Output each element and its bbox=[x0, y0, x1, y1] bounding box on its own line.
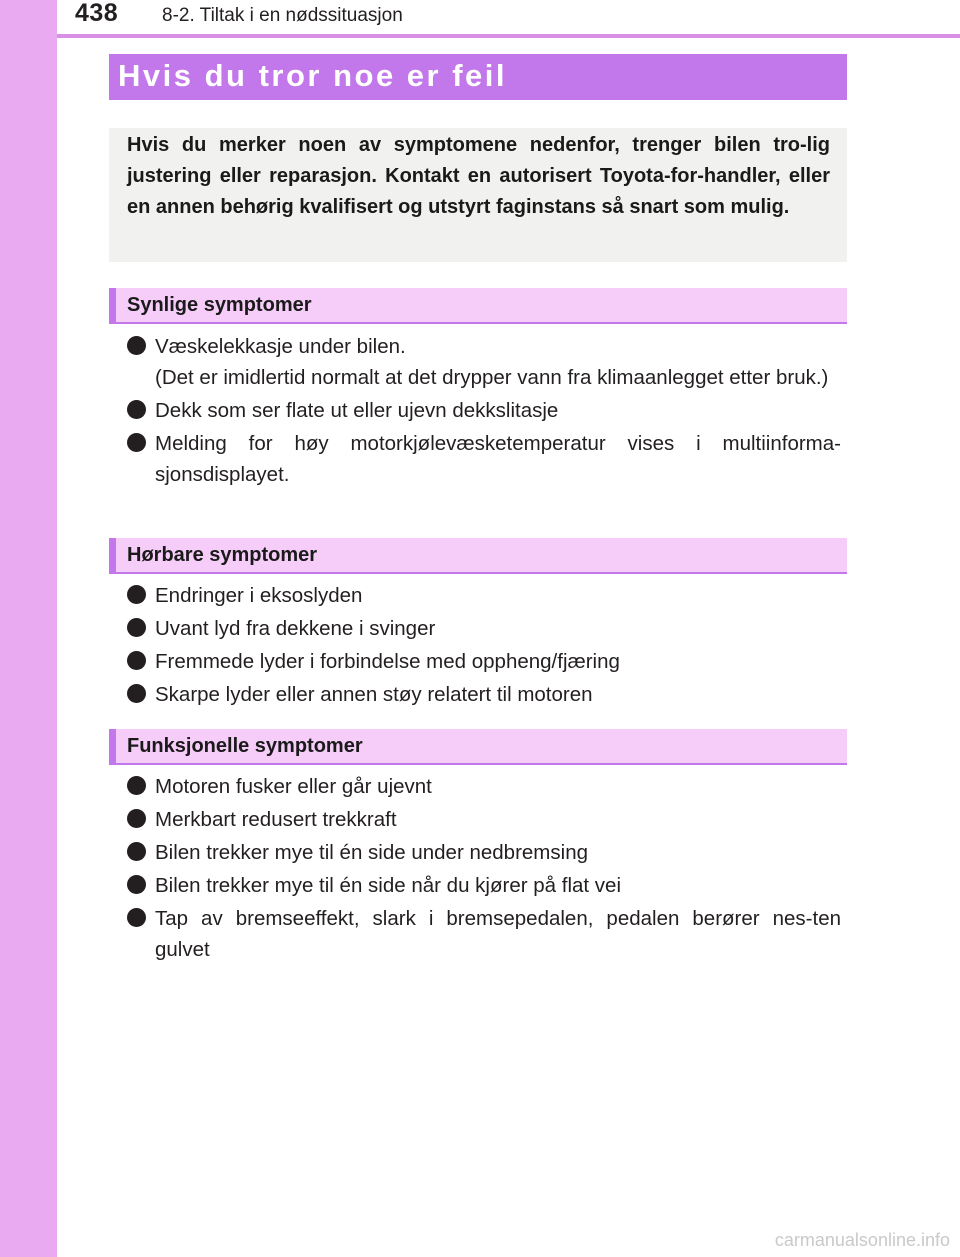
list-item-text: Bilen trekker mye til én side når du kjører på flat vei bbox=[155, 874, 621, 897]
bullet-icon bbox=[127, 842, 146, 861]
bullet-icon bbox=[127, 336, 146, 355]
bullet-icon bbox=[127, 585, 146, 604]
list-item bbox=[127, 395, 841, 426]
bullet-icon bbox=[127, 684, 146, 703]
list-item-text: Motoren fusker eller går ujevnt bbox=[155, 775, 432, 798]
list-item-text: Melding for høy motorkjølevæsketemperatur vises i multiinforma-sjonsdisplayet. bbox=[155, 432, 841, 486]
list-item-text: Væskelekkasje under bilen. bbox=[155, 335, 406, 358]
bullet-icon bbox=[127, 809, 146, 828]
page-title: Hvis du tror noe er feil bbox=[118, 58, 508, 93]
list-item-text: Endringer i eksoslyden bbox=[155, 584, 363, 607]
bullet-icon bbox=[127, 908, 146, 927]
subheading-label: Funksjonelle symptomer bbox=[127, 735, 363, 757]
subheading-label: Hørbare symptomer bbox=[127, 544, 318, 566]
list-item-text: Skarpe lyder eller annen støy relatert til motoren bbox=[155, 683, 593, 706]
list-item bbox=[127, 771, 841, 802]
bullet-icon bbox=[127, 400, 146, 419]
side-margin-strip bbox=[0, 0, 57, 1257]
list-item-text: Merkbart redusert trekkraft bbox=[155, 808, 397, 831]
list-item-text: Bilen trekker mye til én side under nedbremsing bbox=[155, 841, 588, 864]
subheading-audible-symptoms bbox=[109, 538, 847, 574]
list-item-note: (Det er imidlertid normalt at det drypper vann fra klimaanlegget etter bruk.) bbox=[155, 366, 829, 389]
page-number: 438 bbox=[75, 0, 119, 27]
functional-symptoms-list bbox=[127, 771, 841, 967]
list-item-text: Tap av bremseeffekt, slark i bremsepedalen, pedalen berører nes-ten gulvet bbox=[155, 907, 841, 961]
list-item bbox=[127, 646, 841, 677]
list-item bbox=[127, 428, 841, 490]
list-item bbox=[127, 837, 841, 868]
bullet-icon bbox=[127, 776, 146, 795]
subheading-functional-symptoms bbox=[109, 729, 847, 765]
subheading-visible-symptoms bbox=[109, 288, 847, 324]
list-item bbox=[127, 903, 841, 965]
list-item bbox=[127, 613, 841, 644]
watermark: carmanualsonline.info bbox=[774, 1230, 950, 1250]
list-item bbox=[127, 870, 841, 901]
visible-symptoms-list bbox=[127, 331, 841, 492]
list-item bbox=[127, 804, 841, 835]
bullet-icon bbox=[127, 651, 146, 670]
list-item bbox=[127, 580, 841, 611]
audible-symptoms-list bbox=[127, 580, 841, 712]
title-bar bbox=[109, 54, 847, 100]
list-item bbox=[127, 331, 841, 393]
section-label: 8-2. Tiltak i en nødssituasjon bbox=[162, 5, 403, 26]
bullet-icon bbox=[127, 875, 146, 894]
list-item-text: Fremmede lyder i forbindelse med oppheng/fjæring bbox=[155, 650, 620, 673]
list-item-text: Uvant lyd fra dekkene i svinger bbox=[155, 617, 436, 640]
bullet-icon bbox=[127, 433, 146, 452]
list-item-text: Dekk som ser flate ut eller ujevn dekkslitasje bbox=[155, 399, 559, 422]
intro-box bbox=[109, 128, 847, 262]
intro-text: Hvis du merker noen av symptomene nedenfor, trenger bilen tro-lig justering eller reparasjon. Kontakt en autorisert Toyota-for-handler, eller en annen behørig kvalifisert og utstyrt faginstans så snart som mulig. bbox=[127, 134, 830, 218]
list-item bbox=[127, 679, 841, 710]
header-divider bbox=[57, 34, 960, 38]
subheading-label: Synlige symptomer bbox=[127, 294, 312, 316]
bullet-icon bbox=[127, 618, 146, 637]
